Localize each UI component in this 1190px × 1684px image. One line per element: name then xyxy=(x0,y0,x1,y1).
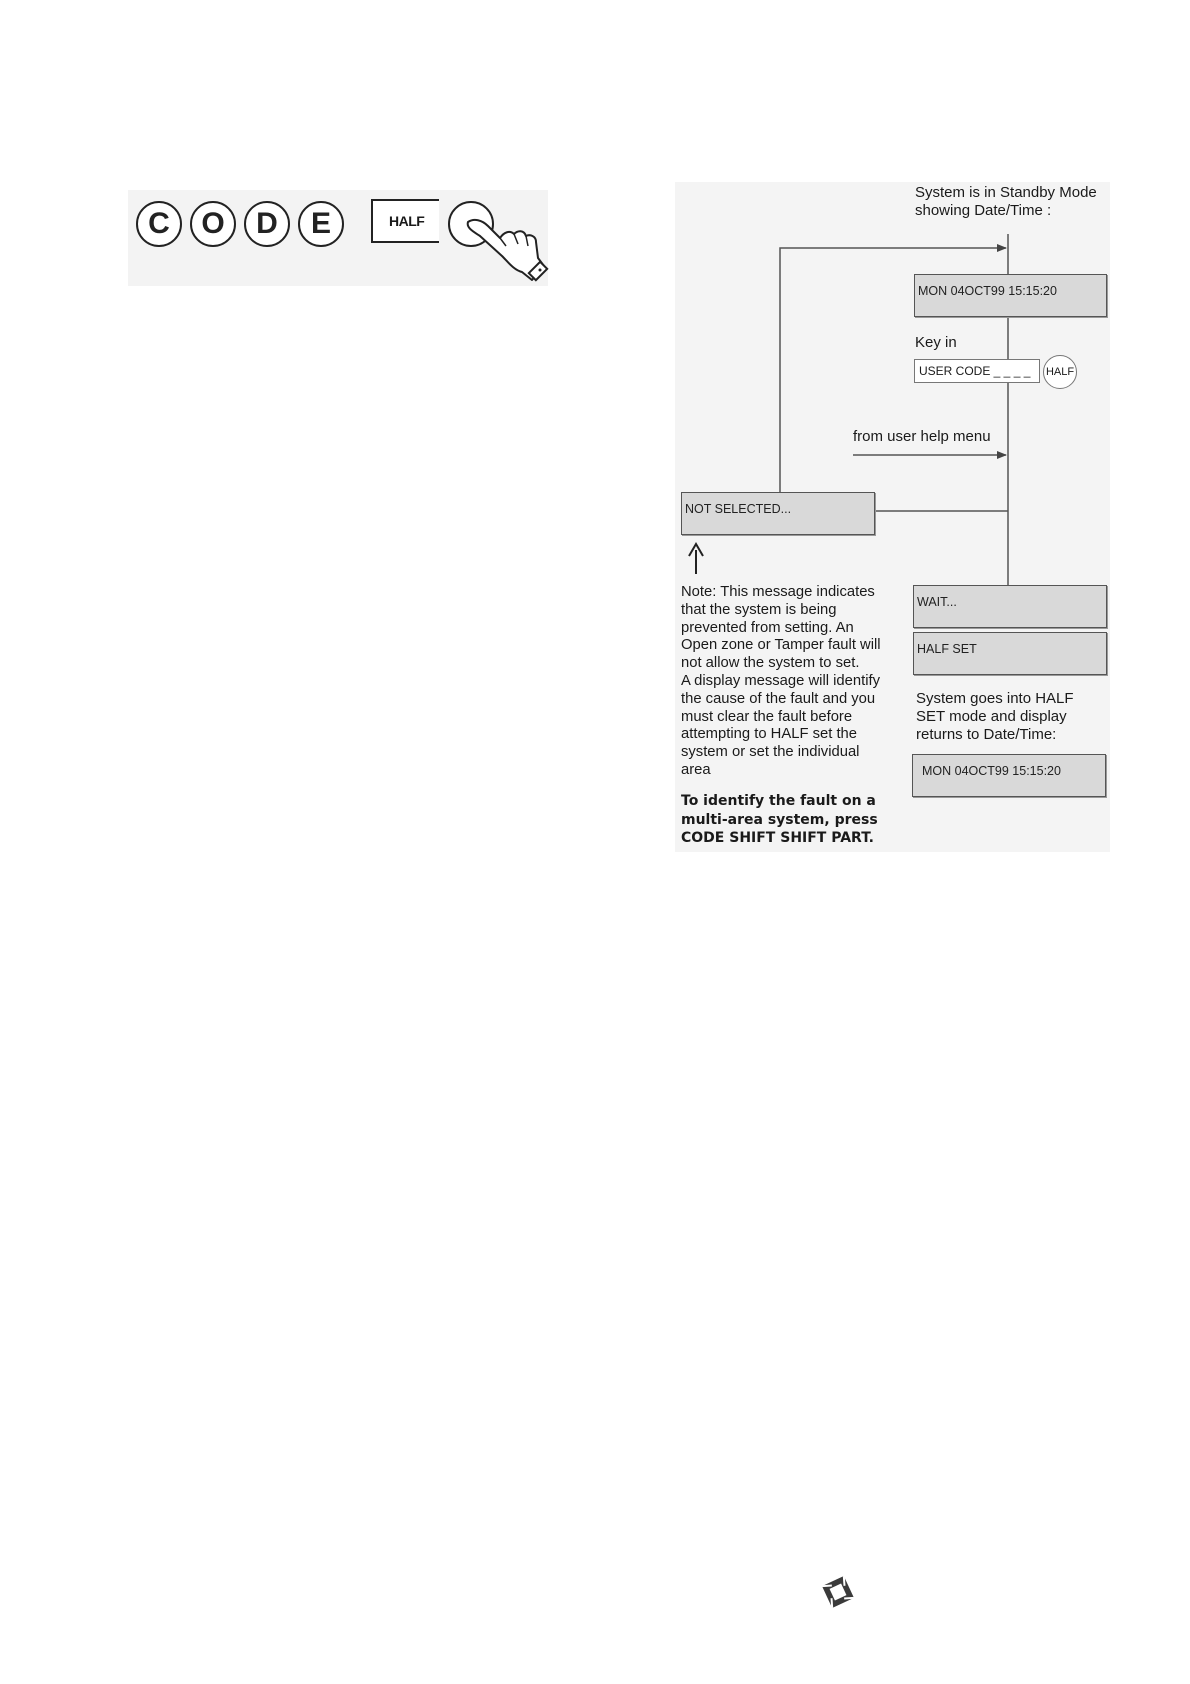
half-mini-label: HALF xyxy=(1045,366,1075,378)
pointing-hand-icon xyxy=(458,196,558,288)
lcd-wait xyxy=(913,585,1107,628)
code-key-o: O xyxy=(190,201,236,247)
note-line: not allow the system to set. xyxy=(681,655,860,672)
keypad-illustration xyxy=(128,190,548,286)
lcd-datetime-2 xyxy=(912,754,1106,797)
note-line: Note: This message indicates xyxy=(681,584,875,600)
bold-line: CODE SHIFT SHIFT PART. xyxy=(681,830,874,846)
key-in-label: Key in xyxy=(915,334,957,351)
lcd-datetime-1-text: MON 04OCT99 15:15:20 xyxy=(918,284,1057,298)
code-key-e: E xyxy=(298,201,344,247)
note-line: attempting to HALF set the xyxy=(681,726,858,743)
lcd-datetime-1 xyxy=(914,274,1107,317)
note-line: prevented from setting. An xyxy=(681,619,854,636)
lcd-wait-text: WAIT... xyxy=(917,595,957,609)
company-logo-icon xyxy=(818,1572,858,1612)
note-line: the cause of the fault and you xyxy=(681,690,876,707)
from-help-label: from user help menu xyxy=(853,428,991,445)
half-set-text-3: returns to Date/Time: xyxy=(916,726,1057,743)
lcd-not-selected xyxy=(681,492,875,535)
lcd-half-set-text: HALF SET xyxy=(917,642,977,656)
note-line: that the system is being xyxy=(681,601,837,618)
half-set-flowchart xyxy=(675,182,1110,852)
lcd-datetime-2-text: MON 04OCT99 15:15:20 xyxy=(922,764,1061,778)
note-line: area xyxy=(681,761,711,778)
note-line: system or set the individual xyxy=(681,744,860,761)
half-set-text-1: System goes into HALF xyxy=(916,690,1074,707)
half-set-text-2: SET mode and display xyxy=(916,708,1067,725)
bold-line: multi-area system, press xyxy=(681,811,878,828)
note-line: must clear the fault before xyxy=(681,708,853,725)
note-line: A display message will identify xyxy=(681,672,881,689)
user-code-field xyxy=(914,359,1040,383)
user-code-text: USER CODE _ _ _ _ xyxy=(919,364,1031,378)
standby-text-2: showing Date/Time : xyxy=(915,202,1052,219)
bold-line: To identify the fault on a xyxy=(681,793,876,809)
standby-text-1: System is in Standby Mode xyxy=(915,184,1097,201)
code-key-c: C xyxy=(136,201,182,247)
lcd-not-selected-text: NOT SELECTED... xyxy=(685,502,792,516)
lcd-half-set xyxy=(913,632,1107,675)
note-line: Open zone or Tamper fault will xyxy=(681,637,881,654)
half-key-label: HALF xyxy=(389,213,425,229)
identify-fault-instruction xyxy=(681,792,911,848)
fault-note xyxy=(681,584,911,780)
half-mini-key xyxy=(1043,355,1077,389)
half-key xyxy=(371,199,439,243)
code-key-d: D xyxy=(244,201,290,247)
